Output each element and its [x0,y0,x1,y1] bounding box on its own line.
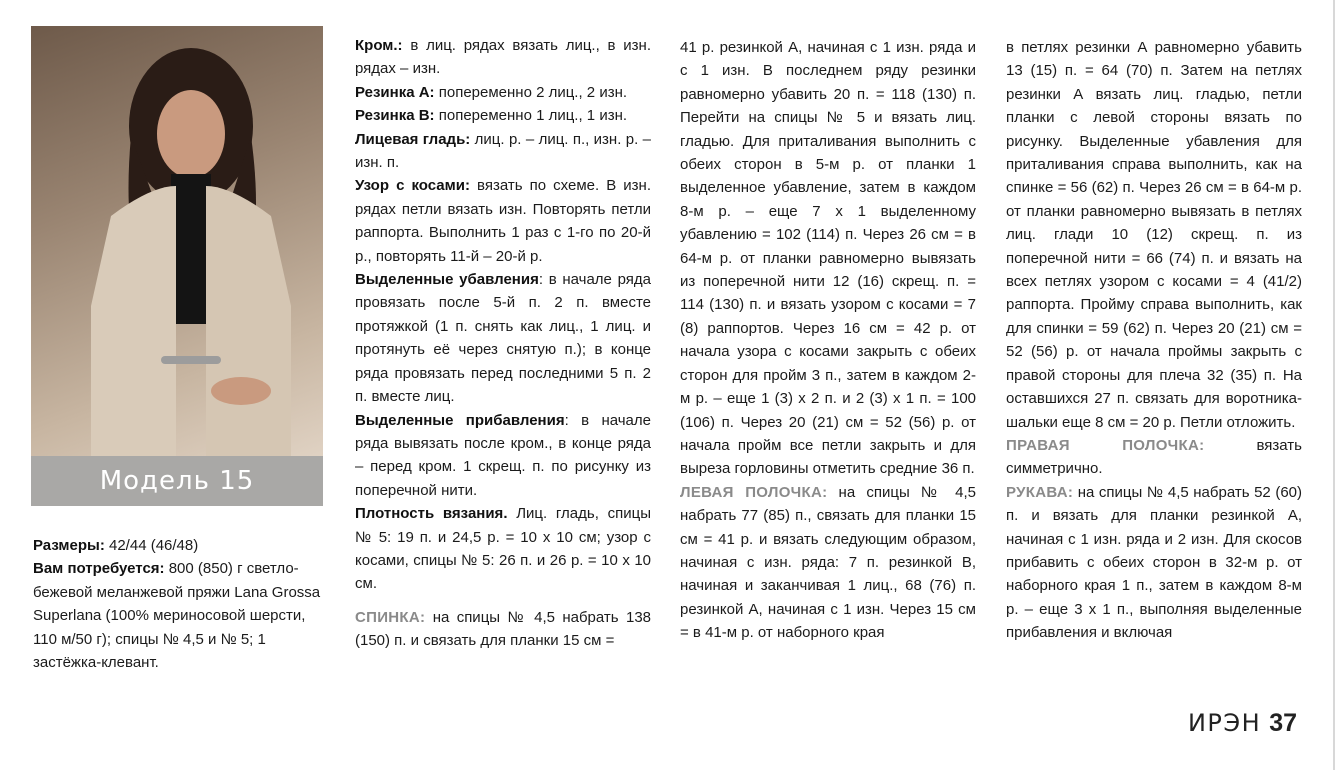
sizes-label: Размеры: [33,537,105,554]
page-number: 37 [1269,709,1297,737]
cable-pattern-label: Узор с косами: [355,177,470,195]
left-column [33,534,333,674]
column-3 [680,36,976,645]
gauge-text: Лиц. гладь, спицы № 5: 19 п. и 24,5 р. = 10 x 10 см; узор с косами, спицы № 5: 26 п. и 26 р. = 10 x 10 см. [355,505,651,593]
stockinette-label: Лицевая гладь: [355,130,471,148]
rib-a-label: Резинка А: [355,83,435,101]
materials-value: 800 (850) г светло-бежевой меланжевой пряжи Lana Grossa Superlana (100% мериносовой шерсти, 110 м/50 г); спицы № 4,5 и № 5; 1 застёжка-клевант. [33,560,321,672]
column-2 [355,34,651,653]
back-continued-paragraph: 41 р. резинкой А, начиная с 1 изн. ряда и с 1 изн. В последнем ряду резинки равномерно убавить 20 п. = 118 (130) п. Перейти на спицы № 5 и вязать лиц. гладью. Для приталивания выполнить с обеих сторон в 5-м р. от планки 1 выделенное убавление, затем в каждом 8-м р. – еще 7 x 1 выделенному убавлению = 102 (114) п. Через 26 см = в 64-м р. от планки равномерно вывязать из поперечной нити 12 (16) скрещ. п. = 114 (130) п. и вязать узором с косами = 7 (8) раппортов. Через 16 см = 42 р. от начала узора с косами закрыть с обеих сторон для пройм 3 п., затем в каждом 2-м р. – еще 1 (3) x 2 п. и 2 (3) x 1 п. = 100 (106) п. Через 20 (21) см = 52 (56) р. от начала пройм все петли закрыть и для выреза горловины отметить средние 36 п. [680,39,976,478]
increases-text: : в начале ряда вывязать после кром., в конце ряда – перед кром. 1 скрещ. п. по рисунку из поперечной нити. [355,411,651,499]
cable-pattern-paragraph [355,174,651,268]
stockinette-paragraph [355,128,651,175]
left-front-text: на спицы № 4,5 набрать 77 (85) п., связать для планки 15 см = 41 р. и вязать следующим образом, начиная с изн. ряда: 7 п. резинкой В, начиная и заканчивая 1 лиц., 68 (76) п. резинкой А, начиная с 1 изн. Через 15 см = в 41-м р. от наборного края [680,483,976,642]
left-front-paragraph [680,481,976,645]
gauge-paragraph [355,502,651,596]
stockinette-text: лиц. р. – лиц. п., изн. р. – изн. п. [355,130,651,172]
right-front-heading: ПРАВАЯ ПОЛОЧКА: [1006,436,1205,454]
decreases-text: : в начале ряда провязать после 5-й п. 2 п. вместе протяжкой (1 п. снять как лиц., 1 лиц. и протянуть её через снятую п.); в конце ряда провязать перед последними 5 п. 2 п. вместе лиц. [355,271,651,406]
rib-b-label: Резинка В: [355,107,435,125]
model-figure-image [91,46,291,466]
decreases-label: Выделенные убавления [355,271,539,289]
cable-pattern-text: вязать по схеме. В изн. рядах петли вязать изн. Повторять петли раппорта. Выполнить 1 раз с 1-го по 20-й р., повторять 11-й – 20-й р. [355,177,652,265]
page-footer [1188,709,1297,738]
left-front-continued-paragraph: в петлях резинки А равномерно убавить 13 (15) п. = 64 (70) п. Затем на петлях резинки А вязать лиц. гладью, петли планки с левой стороны вязать по рисунку. Выделенные убавления для приталивания справа выполнить, как на спинке = 56 (62) п. Через 26 см = в 64-м р. от планки равномерно вывязать в петлях лиц. глади 10 (12) скрещ. п. из поперечной нити = 66 (74) п. и вязать на всех петлях узором с косами = 4 (41/2) раппорта. Пройму справа выполнить, как для спинки = 59 (62) п. Через 20 (21) см = 52 (56) р. от начала проймы закрыть с правой стороны для плеча 32 (35) п. На оставшихся 27 п. связать для воротника-шальки еще 8 см = 20 р. Петли отложить. [1006,39,1302,431]
rib-b-text: попеременно 1 лиц., 1 изн. [434,107,628,125]
sleeves-text: на спицы № 4,5 набрать 52 (60) п. и вязать для планки резинкой А, начиная с 1 изн. ряда и 2 изн. Для скосов прибавить с обеих сторон в 32-м р. от наборного края 1 п., затем в каждом 8-м р. – еще 3 x 1 п., выполняя выделенные прибавления и включая [1006,483,1302,642]
materials-label: Вам потребуется: [33,560,165,578]
right-front-text: вязать симметрично. [1006,436,1302,478]
model-photo [31,26,323,506]
increases-label: Выделенные прибавления [355,411,565,429]
column-4 [1006,36,1302,645]
edge-stitch-label: Кром.: [355,37,403,54]
gauge-label: Плотность вязания. [355,505,508,523]
rib-a-paragraph [355,81,651,104]
decreases-paragraph [355,268,651,408]
rib-b-paragraph [355,104,651,127]
left-front-heading: ЛЕВАЯ ПОЛОЧКА: [680,483,828,501]
edge-stitch-text: в лиц. рядах вязать лиц., в изн. рядах – изн. [355,37,651,78]
back-text: на спицы № 4,5 набрать 138 (150) п. и связать для планки 15 см = [355,608,651,650]
sleeves-heading: РУКАВА: [1006,483,1074,501]
right-front-paragraph [1006,434,1302,481]
increases-paragraph [355,409,651,503]
materials-paragraph [33,557,333,674]
sizes-paragraph [33,534,333,557]
rib-a-text: попеременно 2 лиц., 2 изн. [434,83,628,101]
sizes-value: 42/44 (46/48) [104,537,199,554]
back-paragraph [355,606,651,653]
photo-caption: Модель 15 [31,456,323,506]
back-heading: СПИНКА: [355,608,426,626]
edge-stitch-paragraph [355,34,651,81]
sleeves-paragraph [1006,481,1302,645]
magazine-title: ИРЭН [1187,709,1262,737]
